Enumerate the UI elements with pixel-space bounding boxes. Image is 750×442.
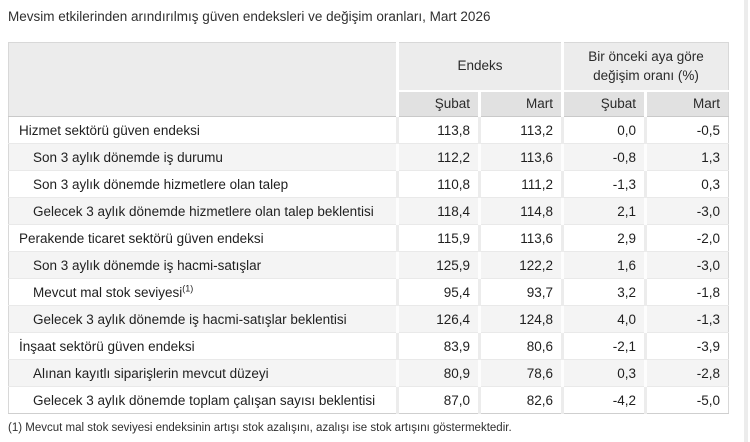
row-label: Son 3 aylık dönemde hizmetlere olan talep [9, 171, 398, 198]
row-label [9, 279, 398, 306]
row-value: 78,6 [480, 360, 563, 387]
header-group-row [9, 43, 729, 91]
row-value: 122,2 [480, 252, 563, 279]
header-endeks-mart: Mart [480, 91, 563, 117]
page-title: Mevsim etkilerinden arındırılmış güven endeksleri ve değişim oranları, Mart 2026 [8, 9, 491, 24]
row-value: 1,3 [646, 144, 729, 171]
row-value: 113,6 [480, 225, 563, 252]
row-value: 93,7 [480, 279, 563, 306]
row-value: 110,8 [398, 171, 480, 198]
row-label: Gelecek 3 aylık dönemde hizmetlere olan talep beklentisi [9, 198, 398, 225]
row-value: 113,6 [480, 144, 563, 171]
row-value: 83,9 [398, 333, 480, 360]
table-row [9, 252, 729, 279]
row-value: -2,0 [646, 225, 729, 252]
row-value: 0,0 [563, 117, 646, 144]
row-value: 2,9 [563, 225, 646, 252]
row-label: Perakende ticaret sektörü güven endeksi [9, 225, 398, 252]
row-value: -1,8 [646, 279, 729, 306]
table-header [9, 43, 729, 117]
row-value: 126,4 [398, 306, 480, 333]
row-value: 0,3 [563, 360, 646, 387]
header-change-rate: Bir önceki aya göre değişim oranı (%) [563, 43, 729, 91]
table-row [9, 333, 729, 360]
row-value: 2,1 [563, 198, 646, 225]
row-value: 118,4 [398, 198, 480, 225]
row-value: 80,6 [480, 333, 563, 360]
header-change-subat: Şubat [563, 91, 646, 117]
row-value: 4,0 [563, 306, 646, 333]
table-row [9, 360, 729, 387]
row-value: 125,9 [398, 252, 480, 279]
header-endeks: Endeks [398, 43, 563, 91]
row-value: -5,0 [646, 387, 729, 414]
row-value: 113,8 [398, 117, 480, 144]
row-value: 114,8 [480, 198, 563, 225]
row-label: Son 3 aylık dönemde iş hacmi-satışlar [9, 252, 398, 279]
table-row [9, 306, 729, 333]
table-row [9, 144, 729, 171]
table-row [9, 225, 729, 252]
table-row [9, 171, 729, 198]
row-label: Gelecek 3 aylık dönemde iş hacmi-satışlar beklentisi [9, 306, 398, 333]
row-value: 113,2 [480, 117, 563, 144]
row-value: -0,8 [563, 144, 646, 171]
row-value: 82,6 [480, 387, 563, 414]
row-value: 80,9 [398, 360, 480, 387]
table-row [9, 117, 729, 144]
row-value: 1,6 [563, 252, 646, 279]
row-value: -2,8 [646, 360, 729, 387]
table-body [9, 117, 729, 414]
row-value: -0,5 [646, 117, 729, 144]
row-value: 87,0 [398, 387, 480, 414]
header-corner-cell [9, 43, 398, 117]
footnote-marker: (1) [182, 283, 194, 293]
row-value: -3,9 [646, 333, 729, 360]
row-value: -3,0 [646, 198, 729, 225]
header-endeks-subat: Şubat [398, 91, 480, 117]
table-footnote: (1) Mevcut mal stok seviyesi endeksinin artışı stok azalışını, azalışı ise stok artışını göstermektedir. [8, 422, 512, 434]
row-value: -1,3 [563, 171, 646, 198]
row-label: Son 3 aylık dönemde iş durumu [9, 144, 398, 171]
row-value: 111,2 [480, 171, 563, 198]
table-row [9, 387, 729, 414]
row-value: 3,2 [563, 279, 646, 306]
confidence-index-table [8, 42, 729, 414]
row-value: -1,3 [646, 306, 729, 333]
table-row [9, 198, 729, 225]
row-value: 115,9 [398, 225, 480, 252]
row-value: 95,4 [398, 279, 480, 306]
row-value: 112,2 [398, 144, 480, 171]
row-label-text: Mevcut mal stok seviyesi [33, 284, 183, 300]
row-value: -4,2 [563, 387, 646, 414]
row-label: İnşaat sektörü güven endeksi [9, 333, 398, 360]
row-value: 124,8 [480, 306, 563, 333]
table-row [9, 279, 729, 306]
row-value: 0,3 [646, 171, 729, 198]
header-change-mart: Mart [646, 91, 729, 117]
row-label: Gelecek 3 aylık dönemde toplam çalışan sayısı beklentisi [9, 387, 398, 414]
row-value: -3,0 [646, 252, 729, 279]
row-value: -2,1 [563, 333, 646, 360]
row-label: Alınan kayıtlı siparişlerin mevcut düzeyi [9, 360, 398, 387]
row-label: Hizmet sektörü güven endeksi [9, 117, 398, 144]
vertical-divider [744, 0, 748, 442]
